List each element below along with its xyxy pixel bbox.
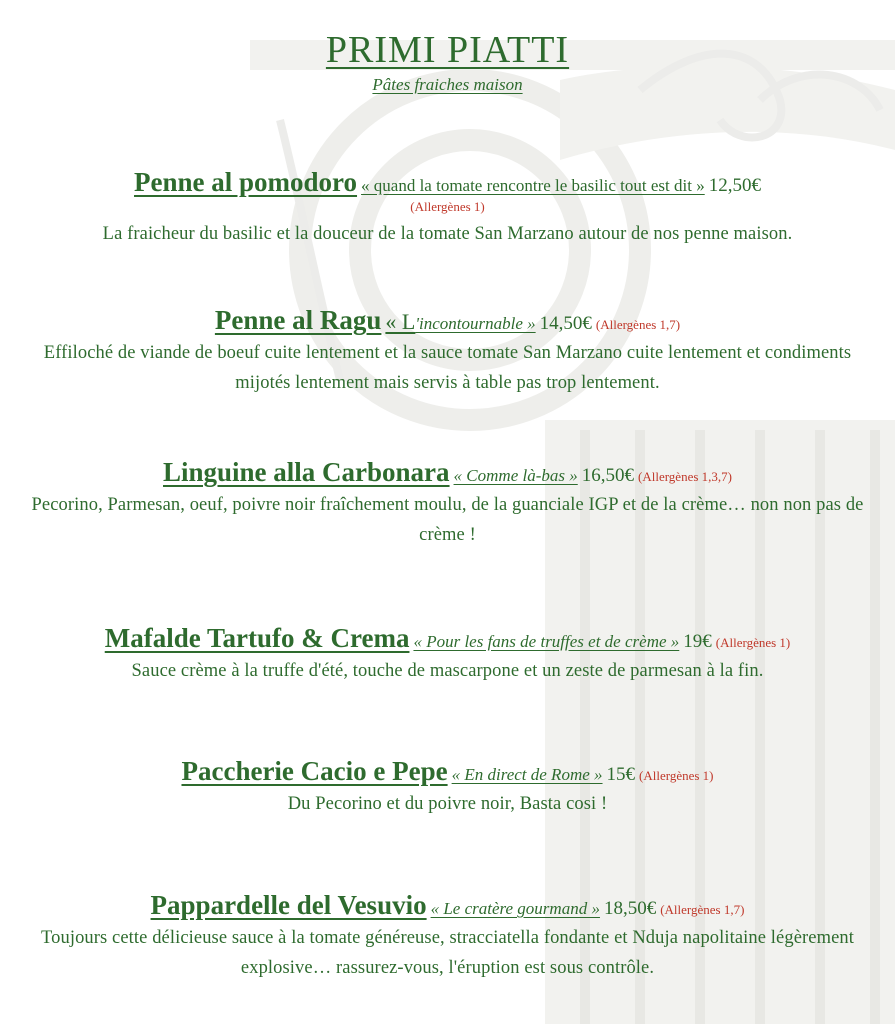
dish-price: 16,50€	[581, 465, 634, 486]
dish-description: Pecorino, Parmesan, oeuf, poivre noir fraîchement moulu, de la guanciale IGP et de la crème… non non pas de crème !	[31, 495, 864, 546]
dish-header	[18, 889, 877, 921]
dish-mafalde-tartufo	[18, 622, 877, 686]
dish-allergens: (Allergènes 1,7)	[660, 902, 745, 917]
dish-header	[18, 304, 877, 336]
dish-description: Effiloché de viande de boeuf cuite lentement et la sauce tomate San Marzano cuite lentement et condiments mijotés lentement mais servis à table pas trop lentement.	[43, 343, 852, 394]
dish-price: 18,50€	[603, 898, 657, 919]
dish-header	[18, 755, 877, 787]
dish-tagline: 'incontournable »	[415, 314, 536, 333]
dish-header	[18, 622, 877, 654]
dish-tagline: « Comme là-bas »	[453, 466, 578, 485]
dish-price: 14,50€	[539, 313, 592, 334]
dish-header	[18, 456, 877, 488]
dish-price: 15€	[606, 764, 636, 785]
dish-linguine-carbonara	[18, 456, 877, 550]
dish-description: Du Pecorino et du poivre noir, Basta cosi !	[287, 794, 608, 815]
dish-allergens: (Allergènes 1)	[639, 768, 714, 783]
dish-allergens: (Allergènes 1,3,7)	[638, 469, 732, 484]
dish-allergens: (Allergènes 1)	[715, 635, 791, 650]
dish-tagline: « Le cratère gourmand »	[430, 899, 600, 918]
dish-allergens: (Allergènes 1)	[410, 199, 485, 215]
dish-tagline: « quand la tomate rencontre le basilic tout est dit »	[361, 176, 705, 195]
dish-pappardelle-vesuvio	[18, 889, 877, 983]
dish-tagline: « Pour les fans de truffes et de crème »	[413, 632, 680, 651]
dish-description: Sauce crème à la truffe d'été, touche de mascarpone et un zeste de parmesan à la fin.	[131, 661, 764, 682]
dish-name: Linguine alla Carbonara	[163, 457, 450, 487]
dish-tagline-prefix: « L	[385, 309, 416, 334]
dish-paccherie-cacio-pepe	[18, 755, 877, 819]
dish-name: Mafalde Tartufo & Crema	[104, 623, 410, 653]
dish-name: Paccherie Cacio e Pepe	[181, 756, 448, 786]
dish-tagline: « En direct de Rome »	[451, 765, 603, 784]
dish-name: Penne al Ragu	[214, 305, 382, 335]
dish-allergens: (Allergènes 1,7)	[595, 317, 681, 332]
dish-description: La fraicheur du basilic et la douceur de la tomate San Marzano autour de nos penne maison.	[102, 223, 793, 244]
dish-description: Toujours cette délicieuse sauce à la tomate généreuse, stracciatella fondante et Nduja napolitaine légèrement explosive… rassurez-vous, l'éruption est sous contrôle.	[41, 928, 854, 979]
dish-price: 12,50€	[708, 175, 761, 196]
page-title: PRIMI PIATTI	[325, 29, 570, 71]
dish-name: Penne al pomodoro	[134, 167, 358, 197]
dish-name: Pappardelle del Vesuvio	[150, 890, 427, 920]
page-subtitle: Pâtes fraiches maison	[372, 75, 523, 94]
dish-penne-ragu	[18, 304, 877, 398]
dish-price: 19€	[683, 631, 712, 652]
dish-penne-pomodoro	[18, 166, 877, 249]
dish-header	[18, 166, 877, 198]
